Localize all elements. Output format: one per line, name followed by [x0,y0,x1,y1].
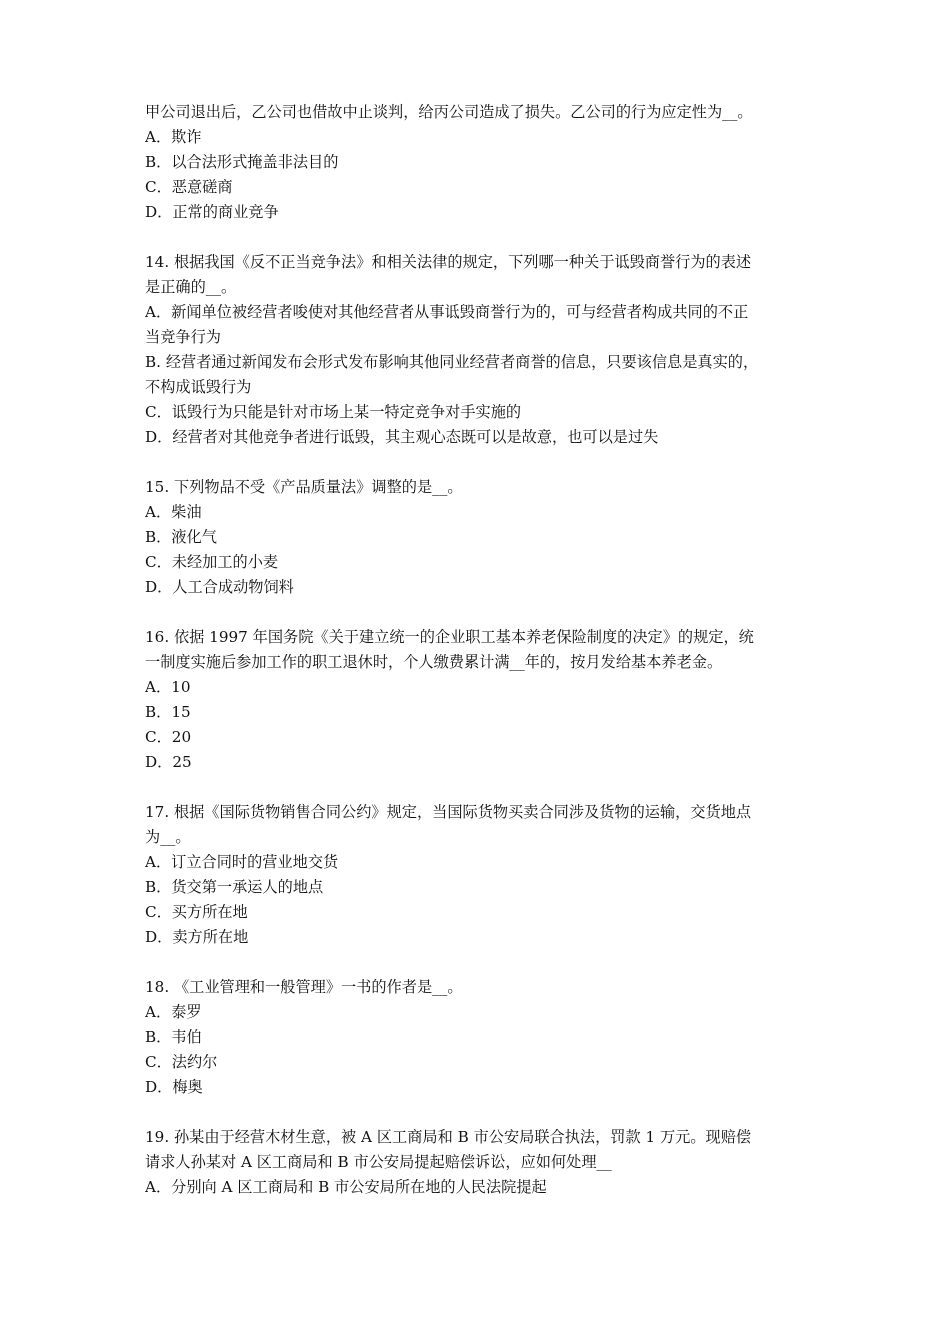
question-stem-cont: 请求人孙某对 A 区工商局和 B 市公安局提起赔偿诉讼，应如何处理__ [145,1153,612,1171]
option-c: C．法约尔 [145,1053,218,1071]
question-block-18 [145,975,817,1100]
question-stem: 19. 孙某由于经营木材生意，被 A 区工商局和 B 市公安局联合执法，罚款 1 万元。现赔偿 [145,1128,752,1146]
question-stem-cont: 是正确的__。 [145,278,237,296]
option-b: B．韦伯 [145,1028,202,1046]
question-stem: 17. 根据《国际货物销售合同公约》规定，当国际货物买卖合同涉及货物的运输，交货地点 [145,803,752,821]
spacer [145,600,817,625]
question-stem: 14. 根据我国《反不正当竞争法》和相关法律的规定，下列哪一种关于诋毁商誉行为的表述 [145,253,752,271]
question-block-14 [145,250,817,450]
option-d: D．正常的商业竞争 [145,203,279,221]
question-block-16 [145,625,817,775]
question-block-intro [145,100,817,225]
question-stem: 甲公司退出后，乙公司也借故中止谈判，给丙公司造成了损失。乙公司的行为应定性为__。 [145,103,753,121]
question-stem: 18. 《工业管理和一般管理》一书的作者是__。 [145,978,463,996]
question-stem: 16. 依据 1997 年国务院《关于建立统一的企业职工基本养老保险制度的决定》的规定，统 [145,628,754,646]
option-a: A．欺诈 [145,128,202,146]
option-a: A．10 [145,678,191,696]
option-b: B. 经营者通过新闻发布会形式发布影响其他同业经营者商誉的信息，只要该信息是真实的， [145,353,759,371]
spacer [145,775,817,800]
question-stem: 15. 下列物品不受《产品质量法》调整的是__。 [145,478,463,496]
option-b: B．以合法形式掩盖非法目的 [145,153,339,171]
option-d: D．25 [145,753,192,771]
option-b: B．液化气 [145,528,217,546]
document-page [145,100,817,1200]
question-block-19 [145,1125,817,1200]
spacer [145,1100,817,1125]
option-b: B．15 [145,703,191,721]
question-block-17 [145,800,817,950]
option-d: D．经营者对其他竞争者进行诋毁，其主观心态既可以是故意，也可以是过失 [145,428,659,446]
option-a-cont: 当竞争行为 [145,328,221,346]
spacer [145,450,817,475]
option-c: C．买方所在地 [145,903,248,921]
option-b-cont: 不构成诋毁行为 [145,378,252,396]
option-d: D．卖方所在地 [145,928,249,946]
question-block-15 [145,475,817,600]
option-d: D．梅奥 [145,1078,203,1096]
question-stem-cont: 一制度实施后参加工作的职工退休时，个人缴费累计满__年的，按月发给基本养老金。 [145,653,723,671]
option-b: B．货交第一承运人的地点 [145,878,324,896]
spacer [145,950,817,975]
spacer [145,225,817,250]
option-c: C．20 [145,728,192,746]
option-a: A．分别向 A 区工商局和 B 市公安局所在地的人民法院提起 [145,1178,547,1196]
option-a: A．新闻单位被经营者唆使对其他经营者从事诋毁商誉行为的，可与经营者构成共同的不正 [145,303,749,321]
option-c: C．恶意磋商 [145,178,233,196]
question-stem-cont: 为__。 [145,828,191,846]
option-c: C．诋毁行为只能是针对市场上某一特定竞争对手实施的 [145,403,522,421]
option-a: A．泰罗 [145,1003,202,1021]
option-a: A．柴油 [145,503,202,521]
option-a: A．订立合同时的营业地交货 [145,853,339,871]
option-c: C．未经加工的小麦 [145,553,279,571]
option-d: D．人工合成动物饲料 [145,578,294,596]
